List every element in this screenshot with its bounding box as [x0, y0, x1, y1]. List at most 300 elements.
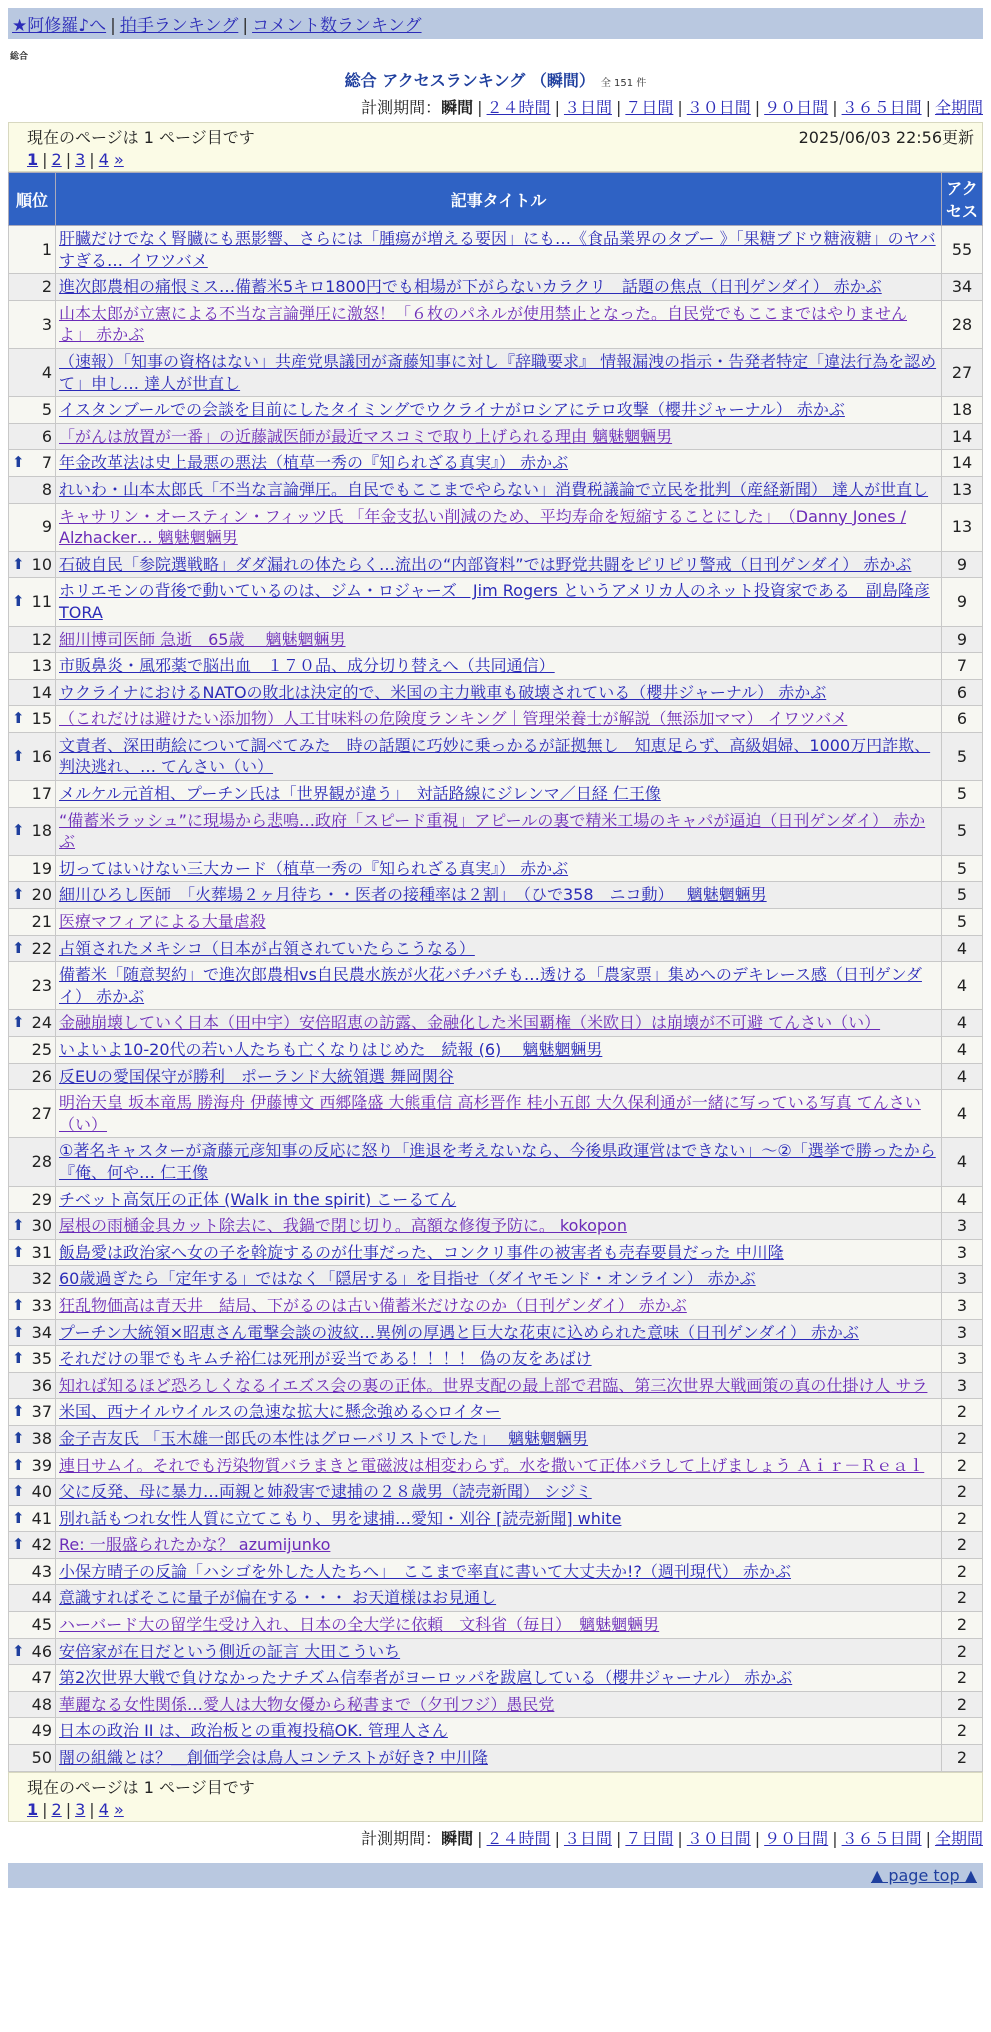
access-count: 3 [942, 1266, 983, 1293]
arrow-up-icon: ⬆ [12, 885, 25, 904]
title-cell [56, 1239, 942, 1266]
title-cell [56, 855, 942, 882]
pager-links [27, 150, 974, 169]
ranking-table [8, 172, 983, 1772]
title-cell [56, 1090, 942, 1138]
access-count: 18 [942, 397, 983, 424]
rank-cell [9, 1585, 56, 1612]
arrow-up-icon: ⬆ [12, 1508, 25, 1527]
access-count: 14 [942, 423, 983, 450]
article-title-link[interactable]: 屋根の雨樋金具カット除去に、我鍋で閉じ切り。高額な修復予防に。 kokopon [59, 1216, 627, 1236]
title-cell [56, 1063, 942, 1090]
article-title-link[interactable]: 狂乱物価高は青天井 結局、下がるのは古い備蓄米だけなのか（日刊ゲンダイ） 赤かぶ [59, 1295, 687, 1315]
access-count: 6 [942, 679, 983, 706]
article-title-link[interactable]: 切ってはいけない三大カード（植草一秀の『知られざる真実』） 赤かぶ [59, 858, 569, 878]
article-title-link[interactable]: 連日サムイ。それでも汚染物質バラまきと電磁波は相変わらず。水を撒いて正体バラして上げましょう Ａｉｒ－Ｒｅａｌ [59, 1455, 925, 1475]
table-row [9, 476, 983, 503]
rank-number: 39 [31, 1455, 52, 1475]
rank-cell [9, 1292, 56, 1319]
title-cell [56, 300, 942, 348]
title-cell [56, 781, 942, 808]
period-option-link[interactable]: ３日間 [563, 98, 612, 117]
pager-page-link[interactable]: 3 [75, 1799, 86, 1819]
article-title-link[interactable]: 年金改革法は史上最悪の悪法（植草一秀の『知られざる真実』） 赤かぶ [59, 453, 569, 473]
rank-cell [9, 781, 56, 808]
separator: | [477, 98, 483, 117]
separator: | [925, 1828, 931, 1848]
table-row [9, 1239, 983, 1266]
article-title-link[interactable]: 安倍家が在日だという側近の証言 大田こういち [59, 1641, 401, 1661]
nav-separator: | [242, 16, 249, 36]
table-row [9, 1558, 983, 1585]
rank-number: 13 [31, 656, 52, 676]
article-title-link[interactable]: 金子吉友氏 「玉木雄一郎氏の本性はグローバリストでした」 魑魅魍魎男 [59, 1428, 589, 1448]
article-title-link[interactable]: （速報）「知事の資格はない」共産党県議団が斎藤知事に対し『辞職要求』 情報漏洩の指示・告発者特定「違法行為を認めて」申し… 達人が世直し [59, 351, 937, 393]
table-row [9, 300, 983, 348]
nav-comments-link[interactable]: コメント数ランキング [252, 16, 422, 36]
article-title-link[interactable]: キャサリン・オースティン・フィッツ氏 「年金支払い削減のため、平均寿命を短縮することにした」 （Danny Jones / Alzhacker… 魑魅魍魎男 [59, 506, 907, 548]
rank-cell [9, 1558, 56, 1585]
rank-cell [9, 1319, 56, 1346]
article-title-link[interactable]: 明治天皇 坂本竜馬 勝海舟 伊藤博文 西郷隆盛 大熊重信 高杉晋作 桂小五郎 大久保利通が一緒に写っている写真 てんさい（い） [59, 1093, 921, 1134]
nav-home-link[interactable]: ★阿修羅♪へ [12, 16, 107, 36]
rank-number: 10 [31, 554, 52, 574]
rank-number: 26 [31, 1066, 52, 1086]
separator: | [65, 150, 72, 169]
article-title-link[interactable]: 米国、西ナイルウイルスの急速な拡大に懸念強める◇ロイター [59, 1402, 501, 1422]
arrow-up-icon: ⬆ [12, 938, 25, 957]
rank-cell [9, 450, 56, 477]
rank-number: 29 [31, 1189, 52, 1209]
title-cell [56, 476, 942, 503]
title-cell [56, 1479, 942, 1506]
article-title-link[interactable]: いよいよ10-20代の若い人たちも亡くなりはじめた 続報 (6) 魑魅魍魎男 [59, 1040, 603, 1059]
access-count: 3 [942, 1292, 983, 1319]
article-title-link[interactable]: プーチン大統領×昭恵さん電撃会談の波紋…異例の厚遇と巨大な花束に込められた意味（日刊ゲンダイ） 赤かぶ [59, 1322, 859, 1342]
table-row [9, 1638, 983, 1665]
title-cell [56, 807, 942, 855]
rank-number: 11 [31, 592, 52, 612]
pager-current-page[interactable]: 1 [27, 150, 39, 169]
table-row [9, 1585, 983, 1612]
rank-cell [9, 1138, 56, 1186]
table-row [9, 855, 983, 882]
access-count: 4 [942, 1138, 983, 1186]
period-current: 瞬間 [441, 98, 474, 117]
article-title-link[interactable]: れいわ・山本太郎氏「不当な言論弾圧。自民でもここまでやらない」消費税議論で立民を批判（産経新聞） 達人が世直し [59, 479, 929, 499]
period-selector-top [8, 95, 983, 118]
col-access-header: アクセス [942, 173, 983, 226]
article-title-link[interactable]: （これだけは避けたい添加物）人工甘味料の危険度ランキング｜管理栄養士が解説（無添加ママ） イワツバメ [59, 709, 848, 729]
title-cell [56, 274, 942, 301]
rank-number: 17 [31, 784, 52, 804]
arrow-up-icon: ⬆ [12, 1402, 25, 1421]
arrow-up-icon: ⬆ [12, 1482, 25, 1501]
table-header-row [9, 173, 983, 226]
rank-cell [9, 1745, 56, 1772]
rank-cell [9, 706, 56, 733]
separator: | [42, 1799, 48, 1819]
rank-number: 35 [31, 1349, 52, 1369]
rank-cell [9, 935, 56, 962]
access-count: 2 [942, 1505, 983, 1532]
article-title-link[interactable]: 占領されたメキシコ（日本が占領されていたらこうなる） [59, 938, 475, 958]
rank-cell [9, 551, 56, 578]
table-row [9, 1292, 983, 1319]
rank-number: 27 [31, 1103, 52, 1123]
title-cell [56, 706, 942, 733]
table-row [9, 706, 983, 733]
access-count: 2 [942, 1452, 983, 1479]
table-row [9, 1399, 983, 1426]
period-option-link[interactable]: 全期間 [934, 1828, 983, 1848]
article-title-link[interactable]: 反EUの愛国保守が勝利 ポーランド大統領選 舞岡関谷 [59, 1066, 454, 1086]
title-cell [56, 1425, 942, 1452]
article-title-link[interactable]: 備蓄米「随意契約」で進次郎農相vs自民農水族が火花バチバチも…透ける「農家票」集めへのデキレース感（日刊ゲンダイ） 赤かぶ [59, 965, 922, 1006]
title-cell [56, 1505, 942, 1532]
article-title-link[interactable]: “備蓄米ラッシュ”に現場から悲鳴…政府「スピード重視」アピールの裏で精米工場のキャパが逼迫（日刊ゲンダイ） 赤かぶ [59, 810, 926, 852]
article-title-link[interactable]: 華麗なる女性関係…愛人は大物女優から秘書まで（夕刊フジ）愚民党 [59, 1694, 555, 1714]
arrow-up-icon: ⬆ [12, 554, 25, 573]
period-option-link[interactable]: ７日間 [625, 98, 674, 117]
rank-number: 8 [41, 479, 52, 499]
rank-number: 16 [31, 746, 52, 766]
table-row [9, 226, 983, 274]
separator: | [554, 98, 560, 117]
access-count: 2 [942, 1718, 983, 1745]
access-count: 2 [942, 1612, 983, 1639]
rank-cell [9, 1372, 56, 1399]
table-row [9, 1612, 983, 1639]
title-cell [56, 1346, 942, 1373]
rank-cell [9, 1665, 56, 1692]
access-count: 2 [942, 1399, 983, 1426]
rank-number: 2 [41, 277, 52, 297]
article-title-link[interactable]: 山本太郎が立憲による不当な言論弾圧に激怒！「６枚のパネルが使用禁止となった。自民党でもここまではやりませんよ」 赤かぶ [59, 303, 908, 345]
rank-number: 48 [31, 1694, 52, 1714]
article-title-link[interactable]: 肝臓だけでなく腎臓にも悪影響、さらには「腫瘍が増える要因」にも…《食品業界のタブー 》「果糖ブドウ糖液糖」のヤバすぎる… イワツバメ [59, 229, 936, 270]
period-option-link[interactable]: ２４時間 [486, 98, 551, 117]
table-row [9, 807, 983, 855]
title-cell [56, 1691, 942, 1718]
access-count: 13 [942, 503, 983, 551]
rank-cell [9, 1090, 56, 1138]
period-option-link[interactable]: ７日間 [625, 1828, 674, 1848]
rank-number: 23 [31, 976, 52, 996]
pager-bottom [8, 1772, 983, 1822]
article-title-link[interactable]: 市販鼻炎・風邪薬で脳出血 １７０品、成分切り替えへ（共同通信） [59, 656, 555, 676]
article-title-link[interactable]: 日本の政治 II は、政治板との重複投稿OK. 管理人さん [59, 1721, 448, 1741]
access-count: 5 [942, 807, 983, 855]
title-cell [56, 1745, 942, 1772]
title-cell [56, 348, 942, 396]
article-title-link[interactable]: 意識すればそこに量子が偏在する・・・ お天道様はお見通し [59, 1588, 497, 1608]
period-option-link[interactable]: ２４時間 [486, 1828, 551, 1848]
access-count: 2 [942, 1691, 983, 1718]
page-title-text: 総合 アクセスランキング （瞬間） [344, 71, 595, 90]
rank-cell [9, 909, 56, 936]
separator: | [477, 1828, 483, 1848]
title-cell [56, 653, 942, 680]
table-row [9, 1037, 983, 1064]
article-title-link[interactable]: 第2次世界大戦で負けなかったナチズム信奉者がヨーロッパを跋扈している（櫻井ジャーナル） 赤かぶ [59, 1668, 793, 1688]
title-cell [56, 935, 942, 962]
rank-cell [9, 855, 56, 882]
period-label: 計測期間： [361, 98, 442, 117]
article-title-link[interactable]: 闇の組織とは？＿創価学会は鳥人コンテストが好き? 中川隆 [59, 1748, 488, 1768]
article-title-link[interactable]: 「がんは放置が一番」の近藤誠医師が最近マスコミで取り上げられる理由 魑魅魍魎男 [59, 426, 673, 446]
table-row [9, 1266, 983, 1293]
title-cell [56, 397, 942, 424]
rank-number: 49 [31, 1721, 52, 1741]
rank-number: 21 [31, 912, 52, 932]
access-count: 14 [942, 450, 983, 477]
table-row [9, 1479, 983, 1506]
total-count: 全 151 件 [600, 78, 647, 89]
article-title-link[interactable]: 知れば知るほど恐ろしくなるイエズス会の裏の正体。世界支配の最上部で君臨、第三次世界大戦画策の真の仕掛け人 サラ [59, 1375, 928, 1395]
rank-cell [9, 1239, 56, 1266]
article-title-link[interactable]: 医療マフィアによる大量虐殺 [59, 912, 266, 932]
arrow-up-icon: ⬆ [12, 1428, 25, 1447]
article-title-link[interactable]: ①著名キャスターが斎藤元彦知事の反応に怒り「進退を考えないなら、今後県政運営はできない」～②「選挙で勝ったから『俺、何や… 仁王像 [59, 1141, 936, 1182]
access-count: 2 [942, 1585, 983, 1612]
title-cell [56, 226, 942, 274]
separator: | [677, 1828, 683, 1848]
title-cell [56, 1186, 942, 1213]
rank-cell [9, 1037, 56, 1064]
top-nav [8, 8, 983, 39]
pager-next-link[interactable]: » [113, 150, 124, 169]
table-row [9, 909, 983, 936]
table-row [9, 423, 983, 450]
separator: | [754, 1828, 761, 1848]
pager-current-page[interactable]: 1 [27, 1799, 39, 1819]
table-row [9, 1010, 983, 1037]
access-count: 3 [942, 1372, 983, 1399]
rank-cell [9, 1266, 56, 1293]
arrow-up-icon: ⬆ [12, 1349, 25, 1368]
access-count: 2 [942, 1745, 983, 1772]
pager-next-link[interactable]: » [113, 1799, 124, 1819]
article-title-link[interactable]: メルケル元首相、プーチン氏は「世界観が違う」 対話路線にジレンマ／日経 仁王像 [59, 784, 661, 804]
rank-cell [9, 1718, 56, 1745]
access-count: 55 [942, 226, 983, 274]
rank-cell [9, 397, 56, 424]
pager-status: 現在のページは 1 ページ目です [27, 128, 255, 147]
table-row [9, 1532, 983, 1559]
article-title-link[interactable]: 60歳過ぎたら「定年する」ではなく「隠居する」を目指せ（ダイヤモンド・オンライン） 赤かぶ [59, 1269, 756, 1289]
pager-page-link[interactable]: 2 [51, 150, 62, 169]
article-title-link[interactable]: 別れ話もつれ女性人質に立てこもり、男を逮捕…愛知・刈谷 [読売新聞] white [59, 1508, 622, 1528]
table-row [9, 1372, 983, 1399]
access-count: 4 [942, 935, 983, 962]
access-count: 7 [942, 653, 983, 680]
rank-cell [9, 578, 56, 626]
pager-page-link[interactable]: 2 [51, 1799, 62, 1819]
access-count: 5 [942, 732, 983, 780]
rank-number: 15 [31, 709, 52, 729]
table-row [9, 348, 983, 396]
article-title-link[interactable]: ハーバード大の留学生受け入れ、日本の全大学に依頼 文科省（毎日） 魑魅魍魎男 [59, 1615, 660, 1635]
article-title-link[interactable]: 父に反発、母に暴力…両親と姉殺害で逮捕の２８歳男（読売新聞） シジミ [59, 1482, 592, 1502]
access-count: 34 [942, 274, 983, 301]
rank-number: 14 [31, 682, 52, 702]
table-row [9, 781, 983, 808]
table-row [9, 935, 983, 962]
article-title-link[interactable]: 小保方晴子の反論「ハシゴを外した人たちへ」 ここまで率直に書いて大丈夫か!?（週刊現代） 赤かぶ [59, 1561, 791, 1581]
period-current: 瞬間 [441, 1828, 474, 1848]
article-title-link[interactable]: 進次郎農相の痛恨ミス…備蓄米5キロ1800円でも相場が下がらないカラクリ 話題の焦点（日刊ゲンダイ） 赤かぶ [59, 277, 882, 297]
separator: | [925, 98, 931, 117]
title-cell [56, 882, 942, 909]
title-cell [56, 503, 942, 551]
arrow-up-icon: ⬆ [12, 1242, 25, 1261]
article-title-link[interactable]: 飯島愛は政治家へ女の子を斡旋するのが仕事だった、コンクリ事件の被害者も売春要員だった 中川隆 [59, 1242, 784, 1262]
rank-cell [9, 679, 56, 706]
arrow-up-icon: ⬆ [12, 821, 25, 840]
separator: | [754, 98, 761, 117]
arrow-up-icon: ⬆ [12, 1455, 25, 1474]
title-cell [56, 1037, 942, 1064]
access-count: 27 [942, 348, 983, 396]
access-count: 28 [942, 300, 983, 348]
article-title-link[interactable]: イスタンブールでの会談を目前にしたタイミングでウクライナがロシアにテロ攻撃（櫻井ジャーナル） 赤かぶ [59, 400, 845, 420]
separator: | [615, 1828, 622, 1848]
period-option-link[interactable]: ３６５日間 [841, 98, 922, 117]
pager-page-link[interactable]: 4 [98, 1799, 109, 1819]
page-top-link[interactable]: ▲ page top ▲ [870, 1865, 977, 1885]
rank-cell [9, 1399, 56, 1426]
rank-number: 25 [31, 1040, 52, 1059]
col-rank-header: 順位 [9, 173, 56, 226]
period-option-link[interactable]: ９０日間 [764, 98, 829, 117]
rank-number: 24 [31, 1013, 52, 1033]
title-cell [56, 450, 942, 477]
table-row [9, 653, 983, 680]
article-title-link[interactable]: 細川博司医師 急逝 65歳 魑魅魍魎男 [59, 629, 346, 649]
separator: | [615, 98, 622, 117]
rank-cell [9, 653, 56, 680]
period-option-link[interactable]: ３０日間 [686, 1828, 751, 1848]
rank-number: 50 [31, 1748, 52, 1768]
pager-page-link[interactable]: 4 [98, 150, 109, 169]
separator: | [832, 1828, 838, 1848]
access-count: 9 [942, 578, 983, 626]
rank-number: 3 [41, 314, 52, 334]
period-option-link[interactable]: ９０日間 [764, 1828, 829, 1848]
section-label: 総合 [10, 52, 29, 62]
table-row [9, 503, 983, 551]
arrow-up-icon: ⬆ [12, 453, 25, 472]
rank-cell [9, 1346, 56, 1373]
rank-number: 44 [31, 1588, 52, 1608]
article-title-link[interactable]: 石破自民「参院選戦略」ダダ漏れの体たらく…流出の“内部資料”では野党共闘をピリピリ警戒（日刊ゲンダイ） 赤かぶ [59, 554, 912, 574]
title-cell [56, 679, 942, 706]
rank-number: 46 [31, 1641, 52, 1661]
rank-number: 34 [31, 1322, 52, 1342]
title-cell [56, 1585, 942, 1612]
rank-cell [9, 807, 56, 855]
arrow-up-icon: ⬆ [12, 1322, 25, 1341]
article-title-link[interactable]: Re: 一服盛られたかな？ azumijunko [59, 1535, 331, 1555]
title-cell [56, 423, 942, 450]
access-count: 4 [942, 962, 983, 1010]
period-label: 計測期間： [361, 1828, 442, 1848]
period-option-link[interactable]: 全期間 [934, 98, 983, 117]
access-count: 9 [942, 551, 983, 578]
rank-cell [9, 1010, 56, 1037]
arrow-up-icon: ⬆ [12, 1013, 25, 1032]
title-cell [56, 1452, 942, 1479]
title-cell [56, 909, 942, 936]
access-count: 4 [942, 1186, 983, 1213]
table-row [9, 1665, 983, 1692]
article-title-link[interactable]: ウクライナにおけるNATOの敗北は決定的で、米国の主力戦車も破壊されている（櫻井ジャーナル） 赤かぶ [59, 682, 827, 702]
article-title-link[interactable]: 金融崩壊していく日本（田中宇）安倍昭恵の訪露、金融化した米国覇権（米欧日）は崩壊が不可避 てんさい（い） [59, 1013, 881, 1033]
table-row [9, 551, 983, 578]
rank-number: 5 [41, 400, 52, 420]
table-row [9, 1718, 983, 1745]
rank-cell [9, 1638, 56, 1665]
arrow-up-icon: ⬆ [12, 1535, 25, 1554]
period-option-link[interactable]: ３日間 [563, 1828, 612, 1848]
article-title-link[interactable]: チベット高気圧の正体 (Walk in the spirit) こーるてん [59, 1189, 457, 1209]
rank-number: 36 [31, 1375, 52, 1395]
rank-cell [9, 1213, 56, 1240]
nav-applause-link[interactable]: 拍手ランキング [119, 16, 239, 36]
rank-number: 18 [31, 821, 52, 841]
table-row [9, 1745, 983, 1772]
arrow-up-icon: ⬆ [12, 1216, 25, 1235]
title-cell [56, 578, 942, 626]
access-count: 13 [942, 476, 983, 503]
table-row [9, 882, 983, 909]
rank-number: 45 [31, 1615, 52, 1635]
title-cell [56, 1532, 942, 1559]
pager-top [8, 122, 983, 172]
title-cell [56, 1138, 942, 1186]
access-count: 2 [942, 1532, 983, 1559]
arrow-up-icon: ⬆ [12, 1641, 25, 1660]
article-title-link[interactable]: それだけの罪でもキムチ裕仁は死刑が妥当である！！！！ 偽の友をあばけ [59, 1349, 592, 1369]
access-count: 4 [942, 1037, 983, 1064]
rank-cell [9, 1505, 56, 1532]
access-count: 2 [942, 1425, 983, 1452]
rank-number: 30 [31, 1216, 52, 1236]
access-count: 5 [942, 909, 983, 936]
rank-number: 6 [41, 426, 52, 446]
access-count: 3 [942, 1346, 983, 1373]
rank-number: 19 [31, 858, 52, 878]
title-cell [56, 1638, 942, 1665]
pager-page-link[interactable]: 3 [75, 150, 86, 169]
title-cell [56, 1292, 942, 1319]
article-title-link[interactable]: 文責者、深田萌絵について調べてみた 時の話題に巧妙に乗っかるが証拠無し 知恵足らず、高級娼婦、1000万円詐欺、判決逃れ、… てんさい（い） [59, 735, 931, 777]
title-cell [56, 1372, 942, 1399]
nav-separator: | [110, 16, 116, 36]
article-title-link[interactable]: 細川ひろし医師 「火葬場２ヶ月待ち・・医者の接種率は２割」 （ひで358 ニコ動） 魑魅魍魎男 [59, 885, 767, 905]
table-row [9, 732, 983, 780]
bottom-bar [8, 1863, 983, 1888]
article-title-link[interactable]: ホリエモンの背後で動いているのは、ジム・ロジャーズ Jim Rogers というアメリカ人のネット投資家である 副島隆彦 TORA [59, 581, 930, 622]
table-row [9, 1691, 983, 1718]
period-option-link[interactable]: ３０日間 [686, 98, 751, 117]
period-option-link[interactable]: ３６５日間 [841, 1828, 922, 1848]
title-cell [56, 1213, 942, 1240]
page-title [8, 68, 983, 91]
arrow-up-icon: ⬆ [12, 592, 25, 611]
access-count: 2 [942, 1665, 983, 1692]
